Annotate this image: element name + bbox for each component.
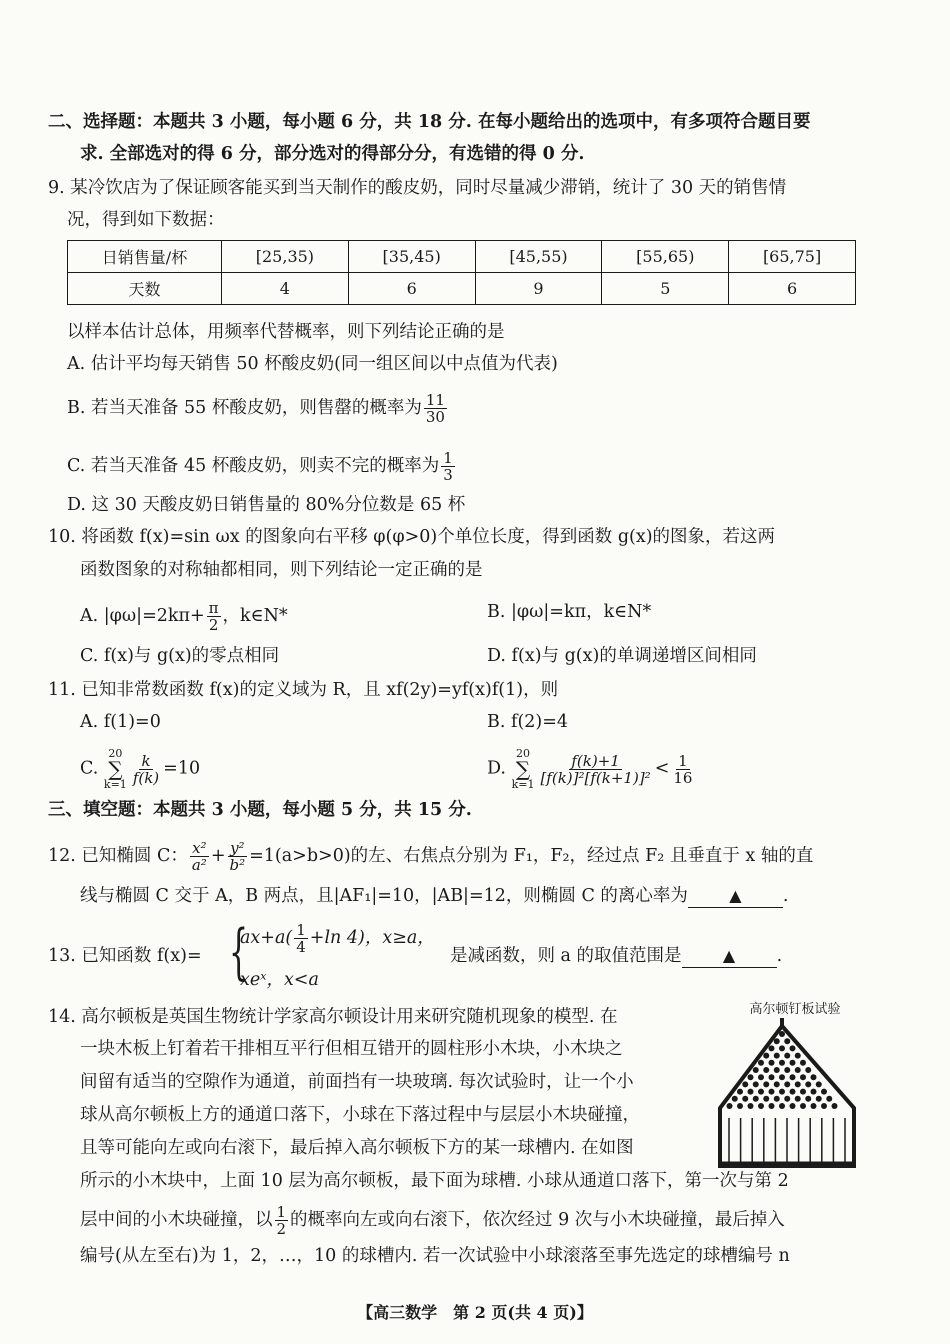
q14-line6: 所示的小木块中，上面 10 层为高尔顿板，最下面为球槽. 小球从通道口落下，第一次与第 2: [80, 1171, 789, 1191]
denominator: 30: [425, 408, 445, 426]
peg: [769, 1074, 775, 1080]
fraction: [424, 392, 447, 425]
denominator: 16: [673, 768, 693, 787]
peg: [779, 1031, 785, 1037]
peg: [790, 1089, 796, 1095]
peg: [769, 1045, 775, 1051]
denominator: a²: [191, 856, 207, 874]
q13-prefix: 13. 已知函数 f(x)=: [48, 946, 202, 966]
peg: [779, 1045, 785, 1051]
period: .: [782, 886, 789, 906]
peg: [811, 1089, 817, 1095]
peg: [763, 1053, 769, 1059]
numerator: f(k)+1: [571, 751, 620, 770]
peg: [790, 1103, 796, 1109]
slot-dividers: [729, 1118, 845, 1163]
q9-option-d: D. 这 30 天酸皮奶日销售量的 80%分位数是 65 杯: [67, 495, 466, 515]
left-brace-icon: {: [229, 917, 249, 987]
table-header-cell: [65,75]: [729, 241, 856, 273]
fraction: [294, 922, 308, 955]
peg: [732, 1096, 738, 1102]
q11-option-d: [487, 748, 696, 790]
sum-upper: 20: [516, 747, 530, 760]
peg: [748, 1089, 754, 1095]
q14-line8: 编号(从左至右)为 1，2，…，10 的球槽内. 若一次试验中小球滚落至事先选定的球槽编号 n: [80, 1246, 790, 1266]
option-label: D.: [487, 758, 506, 779]
q11-option-a: A. f(1)=0: [80, 712, 161, 732]
peg: [790, 1060, 796, 1066]
table-header-cell: 日销售量/杯: [68, 241, 222, 273]
peg: [816, 1081, 822, 1087]
q11-stem: 11. 已知非常数函数 f(x)的定义域为 R，且 xf(2y)=yf(x)f(1)，则: [48, 680, 559, 700]
table-header-cell: [55,65): [602, 241, 729, 273]
peg: [800, 1089, 806, 1095]
answer-blank[interactable]: [682, 945, 777, 968]
q12-prefix: 12. 已知椭圆 C：: [48, 846, 188, 866]
denominator: f(k): [132, 768, 160, 787]
table-cell: 4: [222, 273, 349, 305]
q9-option-a: A. 估计平均每天销售 50 杯酸皮奶(同一组区间以中点值为代表): [67, 354, 558, 374]
peg: [821, 1089, 827, 1095]
peg: [779, 1103, 785, 1109]
q9-stem-line2: 况，得到如下数据：: [67, 210, 225, 230]
q11-option-c: [80, 748, 200, 790]
denominator: 2: [208, 616, 219, 634]
galton-board-figure: [712, 1018, 862, 1168]
numerator: π: [208, 599, 219, 617]
table-row: [68, 241, 856, 273]
numerator: 1: [678, 751, 688, 770]
peg: [805, 1096, 811, 1102]
peg: [805, 1067, 811, 1073]
peg: [795, 1067, 801, 1073]
section2-heading-line2: 求. 全部选对的得 6 分，部分选对的得部分分，有选错的得 0 分.: [80, 144, 585, 164]
triangle-marker-icon: ▲: [722, 946, 736, 965]
table-header-cell: [35,45): [348, 241, 475, 273]
fraction: [228, 840, 248, 873]
table-header-cell: [25,35): [222, 241, 349, 273]
fraction: [190, 840, 209, 873]
q9-option-b-text: B. 若当天准备 55 杯酸皮奶，则售罄的概率为: [67, 398, 422, 418]
peg: [763, 1067, 769, 1073]
fraction: [538, 753, 652, 786]
peg: [811, 1074, 817, 1080]
numerator: 1: [443, 449, 453, 467]
denominator: b²: [229, 856, 246, 874]
peg: [779, 1089, 785, 1095]
q10-option-c: C. f(x)与 g(x)的零点相同: [80, 646, 280, 666]
peg: [784, 1038, 790, 1044]
q9-option-c: [67, 450, 457, 483]
table-cell: 天数: [68, 273, 222, 305]
peg: [753, 1081, 759, 1087]
peg: [753, 1067, 759, 1073]
q9-sales-table: [67, 240, 856, 305]
fraction: [207, 600, 221, 633]
fraction: [441, 450, 455, 483]
numerator: k: [141, 751, 151, 770]
peg: [800, 1103, 806, 1109]
peg: [753, 1096, 759, 1102]
plus: +: [210, 846, 226, 866]
equation-rhs: =10: [163, 758, 201, 779]
peg: [832, 1103, 838, 1109]
q9-stem-line1: 9. 某冷饮店为了保证顾客能买到当天制作的酸皮奶，同时尽量减少滞销，统计了 30 天的销售情: [48, 178, 787, 198]
less-than: <: [654, 758, 670, 779]
q13-suffix: [450, 944, 782, 968]
q12-stem-line1: [48, 840, 813, 873]
q10-stem-line2: 函数图象的对称轴都相同，则下列结论一定正确的是: [80, 560, 483, 580]
peg: [795, 1081, 801, 1087]
q11-option-b: B. f(2)=4: [487, 712, 569, 732]
denominator: [f(k)]²[f(k+1)]²: [540, 768, 651, 787]
peg: [795, 1096, 801, 1102]
q14-line5: 且等可能向左或向右滚下，最后掉入高尔顿板下方的某一球槽内. 在如图: [80, 1138, 634, 1158]
q10-option-d: D. f(x)与 g(x)的单调递增区间相同: [487, 646, 757, 666]
peg: [737, 1089, 743, 1095]
q9-question: 以样本估计总体，用频率代替概率，则下列结论正确的是: [67, 322, 505, 342]
case1-condition: +ln 4)，x≥a，: [309, 928, 435, 948]
triangle-marker-icon: ▲: [729, 886, 742, 905]
numerator: x²: [192, 839, 207, 857]
peg: [748, 1074, 754, 1080]
peg: [816, 1096, 822, 1102]
fraction: [671, 753, 694, 786]
peg: [769, 1060, 775, 1066]
peg: [784, 1096, 790, 1102]
numerator: 1: [276, 1203, 287, 1221]
q9-option-b: [67, 392, 449, 425]
denominator: 3: [443, 466, 453, 484]
peg: [790, 1074, 796, 1080]
peg: [737, 1103, 743, 1109]
q14-line1: 14. 高尔顿板是英国生物统计学家高尔顿设计用来研究随机现象的模型. 在: [48, 1007, 618, 1027]
peg: [779, 1060, 785, 1066]
peg: [742, 1096, 748, 1102]
summation: 20 ∑ k=1: [103, 747, 127, 791]
peg: [758, 1089, 764, 1095]
peg: [727, 1103, 733, 1109]
table-header-cell: [45,55): [475, 241, 602, 273]
q9-option-c-text: C. 若当天准备 45 杯酸皮奶，则卖不完的概率为: [67, 456, 440, 476]
fraction: [131, 753, 161, 786]
q14-line7-prefix: 层中间的小木块碰撞，以: [80, 1210, 273, 1230]
fraction: [275, 1204, 289, 1237]
peg: [763, 1096, 769, 1102]
sum-lower: k=1: [103, 778, 127, 791]
peg: [784, 1053, 790, 1059]
q12-stem-line2: [80, 884, 788, 908]
q12-line2-text: 线与椭圆 C 交于 A，B 两点，且|AF₁|=10，|AB|=12，则椭圆 C 的离心率为: [80, 886, 688, 906]
peg: [774, 1081, 780, 1087]
peg: [758, 1060, 764, 1066]
q14-line4: 球从高尔顿板上方的通道口落下，小球在下落过程中与层层小木块碰撞，: [80, 1105, 640, 1125]
q13-case1: [240, 922, 435, 955]
peg: [784, 1067, 790, 1073]
galton-figure-title: 高尔顿钉板试验: [749, 1002, 841, 1017]
table-row: [68, 273, 856, 305]
q14-line7: [80, 1204, 785, 1237]
peg: [800, 1074, 806, 1080]
q10-option-a-text: A. |φω|=2kπ+: [80, 606, 205, 626]
peg: [742, 1081, 748, 1087]
table-cell: 6: [729, 273, 856, 305]
period: .: [776, 946, 783, 966]
numerator: 1: [296, 921, 306, 939]
summation: 20 ∑ k=1: [511, 747, 535, 791]
peg: [769, 1089, 775, 1095]
peg: [774, 1067, 780, 1073]
denominator: 4: [296, 938, 306, 956]
table-cell: 6: [348, 273, 475, 305]
numerator: 11: [425, 391, 445, 409]
peg: [811, 1103, 817, 1109]
case1-text: ax+a(: [240, 928, 293, 948]
section3-heading: 三、填空题：本题共 3 小题，每小题 5 分，共 15 分.: [48, 800, 472, 820]
q14-line7-suffix: 的概率向左或向右滚下，依次经过 9 次与小木块碰撞，最后掉入: [290, 1210, 785, 1230]
table-cell: 9: [475, 273, 602, 305]
peg: [790, 1045, 796, 1051]
q14-line3: 间留有适当的空隙作为通道，前面挡有一块玻璃. 每次试验时，让一个小: [80, 1072, 634, 1092]
sum-upper: 20: [108, 747, 123, 760]
sum-lower: k=1: [511, 778, 535, 791]
peg: [774, 1053, 780, 1059]
peg: [800, 1060, 806, 1066]
peg: [769, 1103, 775, 1109]
peg: [774, 1096, 780, 1102]
q10-option-a: [80, 600, 288, 633]
peg: [805, 1081, 811, 1087]
peg: [784, 1081, 790, 1087]
page-footer: 【高三数学 第 2 页(共 4 页)】: [357, 1303, 593, 1322]
peg: [748, 1103, 754, 1109]
q10-stem-line1: 10. 将函数 f(x)=sin ωx 的图象向右平移 φ(φ>0)个单位长度，得到函数 g(x)的图象，若这两: [48, 527, 776, 547]
q13-suffix-text: 是减函数，则 a 的取值范围是: [450, 946, 682, 966]
table-cell: 5: [602, 273, 729, 305]
section2-heading-line1: 二、选择题：本题共 3 小题，每小题 6 分，共 18 分. 在每小题给出的选项中，有多项符合题目要: [48, 112, 811, 132]
peg: [774, 1038, 780, 1044]
q13-case2: xeˣ，x<a: [240, 970, 319, 990]
peg: [826, 1096, 832, 1102]
q10-option-b: B. |φω|=kπ，k∈N*: [487, 602, 652, 622]
q12-suffix: =1(a>b>0)的左、右焦点分别为 F₁，F₂，经过点 F₂ 且垂直于 x 轴的直: [249, 846, 814, 866]
peg: [795, 1053, 801, 1059]
q10-option-a-suffix: ，k∈N*: [222, 606, 288, 626]
peg: [758, 1074, 764, 1080]
answer-blank[interactable]: [688, 885, 783, 908]
denominator: 2: [276, 1220, 287, 1238]
numerator: y²: [230, 839, 245, 857]
peg: [763, 1081, 769, 1087]
peg: [779, 1074, 785, 1080]
option-label: C.: [80, 758, 99, 779]
peg: [758, 1103, 764, 1109]
q14-line2: 一块木板上钉着若干排相互平行但相互错开的圆柱形小木块，小木块之: [80, 1039, 623, 1059]
peg: [821, 1103, 827, 1109]
